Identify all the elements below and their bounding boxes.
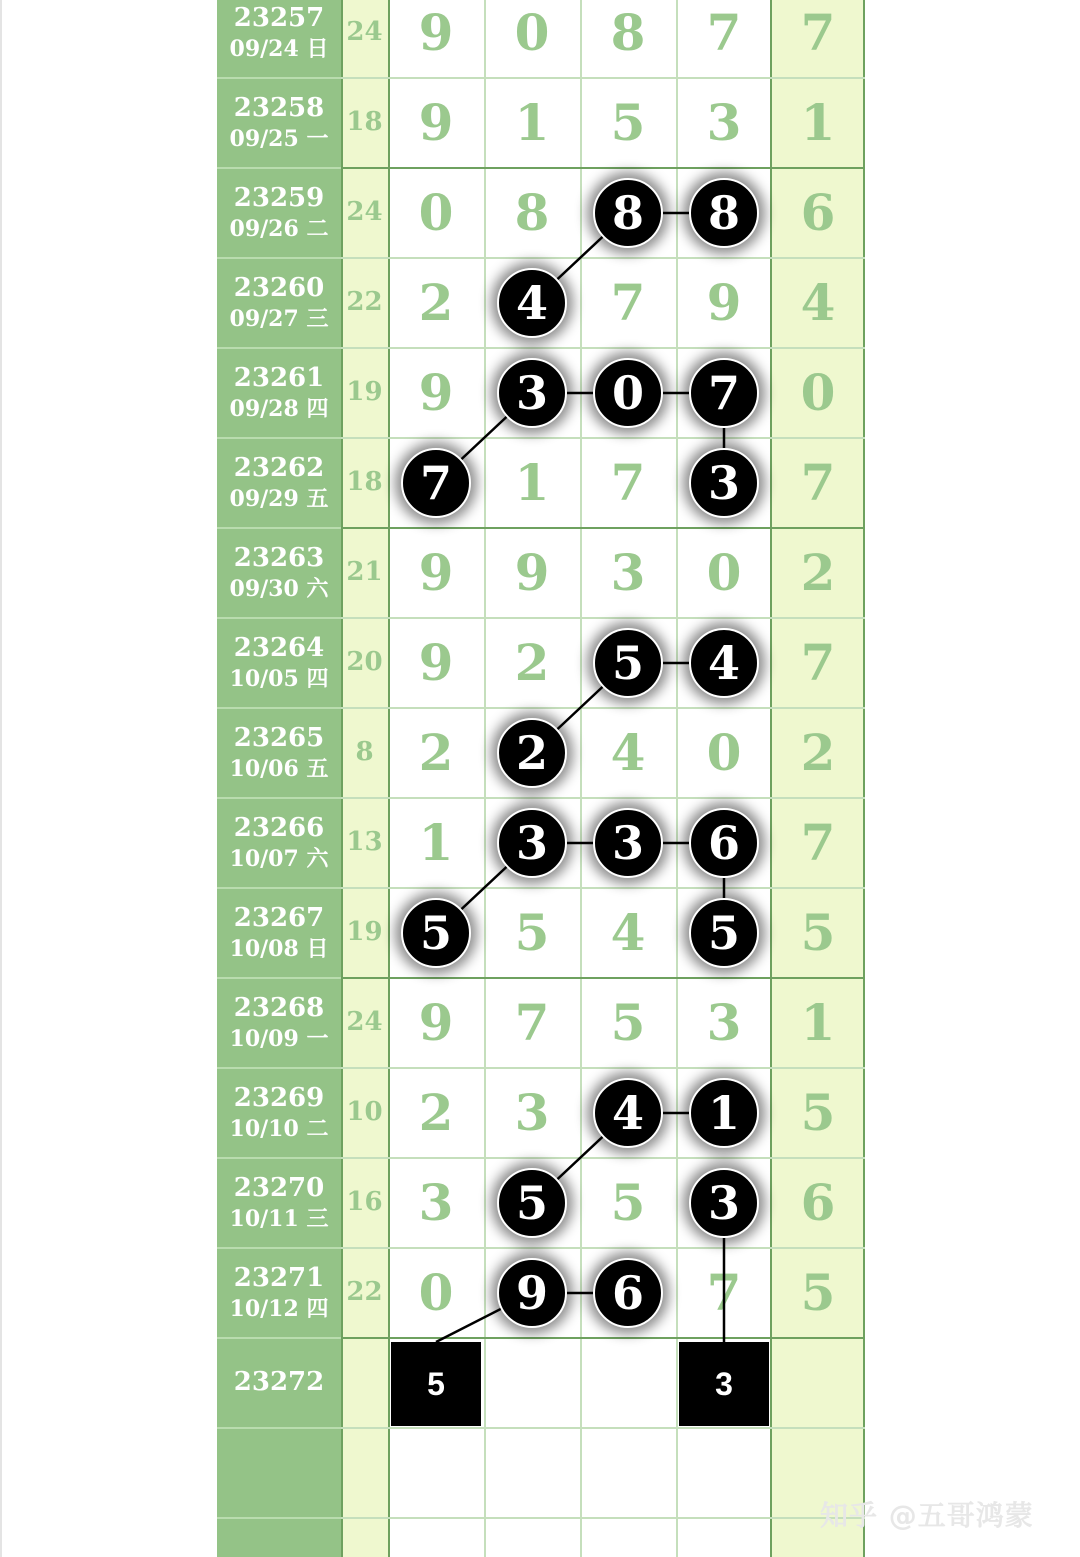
highlight-ball: 3 <box>689 448 759 518</box>
draw-date: 10/10 二 <box>229 1115 329 1142</box>
digit-value: 2 <box>418 723 454 782</box>
draw-date: 09/25 一 <box>229 125 329 152</box>
draw-date: 09/29 五 <box>229 485 329 512</box>
issue-number: 23269 <box>233 1083 325 1113</box>
digit-value: 7 <box>610 453 646 512</box>
draw-date: 09/30 六 <box>229 575 329 602</box>
highlight-ball: 4 <box>593 1078 663 1148</box>
highlight-ball: 5 <box>401 898 471 968</box>
draw-date: 09/28 四 <box>229 395 329 422</box>
highlight-ball: 3 <box>593 808 663 878</box>
digit-value: 1 <box>514 93 550 152</box>
highlight-ball: 4 <box>497 268 567 338</box>
digit-value: 0 <box>514 3 550 62</box>
highlight-ball: 3 <box>689 1168 759 1238</box>
digit-value: 2 <box>514 633 550 692</box>
issue-number: 23261 <box>233 363 325 393</box>
sum-value: 22 <box>346 1277 383 1307</box>
digit-value: 9 <box>418 543 454 602</box>
digit-value: 9 <box>418 93 454 152</box>
lottery-trend-chart <box>217 0 865 1557</box>
draw-date: 10/09 一 <box>229 1025 329 1052</box>
highlight-ball: 3 <box>497 358 567 428</box>
digit-value: 5 <box>610 993 646 1052</box>
highlight-ball: 6 <box>593 1258 663 1328</box>
highlight-ball: 8 <box>689 178 759 248</box>
digit-value: 0 <box>418 183 454 242</box>
next-issue-number: 23272 <box>233 1367 325 1397</box>
last-digit-value: 7 <box>800 633 836 692</box>
last-digit-value: 1 <box>800 93 836 152</box>
last-digit-value: 7 <box>800 813 836 872</box>
digit-value: 0 <box>418 1263 454 1322</box>
sum-value: 24 <box>346 1007 383 1037</box>
issue-number: 23266 <box>233 813 325 843</box>
last-digit-value: 7 <box>800 453 836 512</box>
issue-number: 23264 <box>233 633 325 663</box>
last-digit-value: 6 <box>800 183 836 242</box>
issue-number: 23259 <box>233 183 325 213</box>
highlight-ball: 5 <box>689 898 759 968</box>
issue-number: 23257 <box>233 3 325 33</box>
highlight-ball: 7 <box>401 448 471 518</box>
sum-value: 10 <box>346 1097 383 1127</box>
last-digit-value: 5 <box>800 903 836 962</box>
digit-value: 7 <box>514 993 550 1052</box>
issue-number: 23265 <box>233 723 325 753</box>
highlight-ball: 7 <box>689 358 759 428</box>
highlight-ball: 3 <box>497 808 567 878</box>
digit-value: 9 <box>514 543 550 602</box>
sum-value: 21 <box>346 557 383 587</box>
draw-date: 10/11 三 <box>229 1205 329 1232</box>
last-digit-value: 6 <box>800 1173 836 1232</box>
sum-value: 8 <box>355 737 374 767</box>
draw-date: 09/24 日 <box>229 35 329 62</box>
digit-value: 7 <box>610 273 646 332</box>
draw-date: 09/27 三 <box>229 305 329 332</box>
draw-date: 09/26 二 <box>229 215 329 242</box>
digit-value: 4 <box>610 903 646 962</box>
highlight-ball: 5 <box>497 1168 567 1238</box>
issue-number: 23260 <box>233 273 325 303</box>
issue-number: 23263 <box>233 543 325 573</box>
last-digit-value: 2 <box>800 543 836 602</box>
sum-value: 16 <box>346 1187 383 1217</box>
issue-number: 23262 <box>233 453 325 483</box>
issue-number: 23271 <box>233 1263 325 1293</box>
digit-value: 9 <box>418 3 454 62</box>
last-digit-value: 4 <box>800 273 836 332</box>
digit-value: 3 <box>706 93 742 152</box>
sum-value: 22 <box>346 287 383 317</box>
issue-number: 23258 <box>233 93 325 123</box>
sum-value: 13 <box>346 827 383 857</box>
sum-value: 18 <box>346 467 383 497</box>
last-digit-value: 2 <box>800 723 836 782</box>
draw-date: 10/07 六 <box>229 845 329 872</box>
digit-value: 3 <box>610 543 646 602</box>
highlight-ball: 9 <box>497 1258 567 1328</box>
sum-value: 18 <box>346 107 383 137</box>
digit-value: 8 <box>610 3 646 62</box>
draw-date: 10/06 五 <box>229 755 329 782</box>
draw-date: 10/05 四 <box>229 665 329 692</box>
last-digit-value: 1 <box>800 993 836 1052</box>
last-digit-value: 7 <box>800 3 836 62</box>
issue-number: 23268 <box>233 993 325 1023</box>
digit-value: 2 <box>418 273 454 332</box>
last-digit-value: 5 <box>800 1083 836 1142</box>
digit-value: 5 <box>610 1173 646 1232</box>
issue-number: 23270 <box>233 1173 325 1203</box>
highlight-ball: 4 <box>689 628 759 698</box>
digit-value: 8 <box>514 183 550 242</box>
left-edge-line <box>0 0 2 1557</box>
digit-value: 1 <box>514 453 550 512</box>
sum-value: 19 <box>346 377 383 407</box>
digit-value: 3 <box>418 1173 454 1232</box>
sum-value: 20 <box>346 647 383 677</box>
digit-value: 0 <box>706 723 742 782</box>
digit-value: 7 <box>706 1263 742 1322</box>
watermark: 知乎 @五哥鸿蒙 <box>820 1499 1034 1532</box>
digit-value: 3 <box>706 993 742 1052</box>
digit-value: 5 <box>514 903 550 962</box>
last-digit-value: 0 <box>800 363 836 422</box>
digit-value: 0 <box>706 543 742 602</box>
digit-value: 3 <box>514 1083 550 1142</box>
digit-value: 5 <box>610 93 646 152</box>
digit-value: 7 <box>706 3 742 62</box>
highlight-ball: 0 <box>593 358 663 428</box>
highlight-ball: 6 <box>689 808 759 878</box>
digit-value: 9 <box>418 363 454 422</box>
draw-date: 10/12 四 <box>229 1295 329 1322</box>
draw-date: 10/08 日 <box>229 935 329 962</box>
sum-value: 19 <box>346 917 383 947</box>
highlight-ball: 8 <box>593 178 663 248</box>
sum-value: 24 <box>346 17 383 47</box>
digit-value: 9 <box>418 993 454 1052</box>
sum-value: 24 <box>346 197 383 227</box>
digit-value: 9 <box>706 273 742 332</box>
digit-value: 1 <box>418 813 454 872</box>
issue-number: 23267 <box>233 903 325 933</box>
digit-value: 4 <box>610 723 646 782</box>
prediction-box: 5 <box>391 1342 481 1426</box>
highlight-ball: 2 <box>497 718 567 788</box>
highlight-ball: 5 <box>593 628 663 698</box>
prediction-box: 3 <box>679 1342 769 1426</box>
last-digit-value: 5 <box>800 1263 836 1322</box>
digit-value: 9 <box>418 633 454 692</box>
digit-value: 2 <box>418 1083 454 1142</box>
highlight-ball: 1 <box>689 1078 759 1148</box>
